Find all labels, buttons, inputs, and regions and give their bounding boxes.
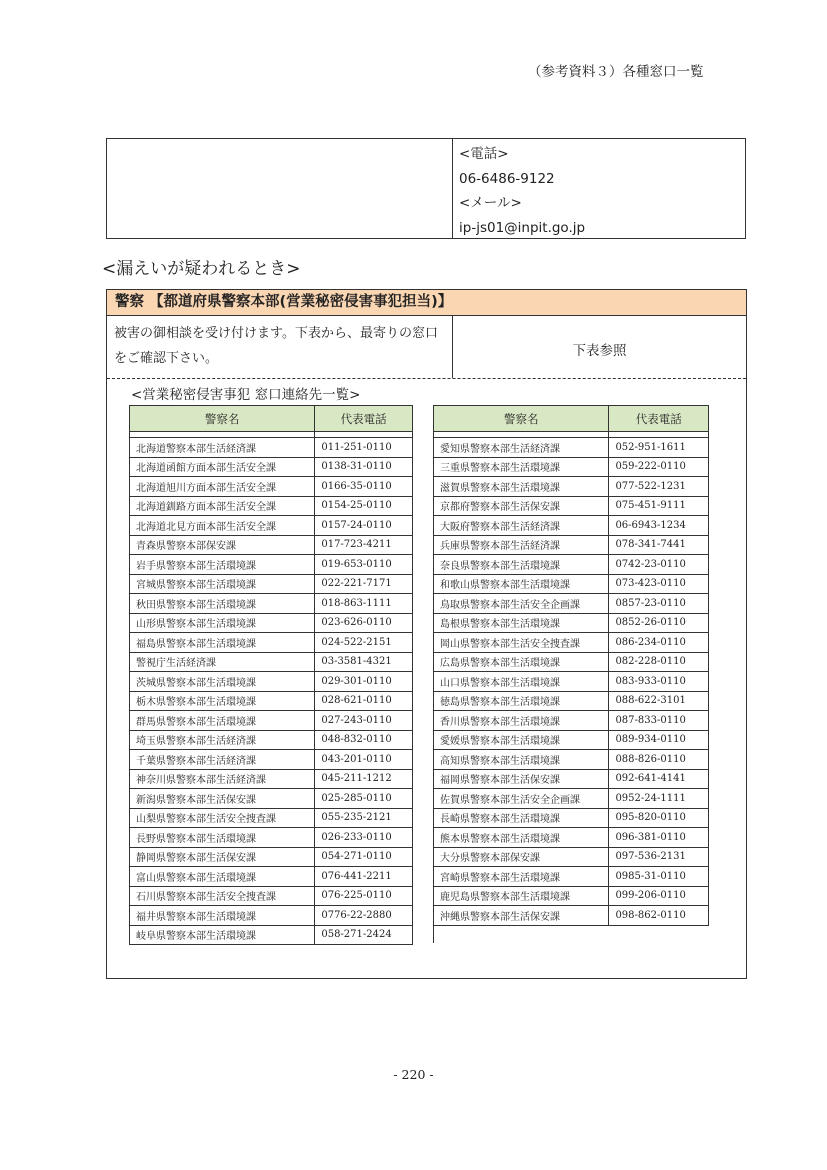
table-row — [130, 457, 413, 477]
table-row — [130, 633, 413, 653]
police-name-cell: 滋賀県警察本部生活環境課 — [434, 477, 609, 497]
police-name-cell: 新潟県警察本部生活保安課 — [130, 789, 315, 809]
police-name-cell: 福井県警察本部生活環境課 — [130, 906, 315, 926]
dashed-separator — [107, 378, 746, 379]
table-row — [130, 847, 413, 867]
police-name-cell: 愛知県警察本部生活経済課 — [434, 438, 609, 458]
phone-number: 06-6486-9122 — [459, 170, 555, 187]
police-name-cell: 福島県警察本部生活環境課 — [130, 633, 315, 653]
police-name-cell: 富山県警察本部生活環境課 — [130, 867, 315, 887]
col-header-phone: 代表電話 — [315, 406, 413, 432]
table-row — [434, 594, 709, 614]
table-row — [434, 789, 709, 809]
police-name-cell: 石川県警察本部生活安全捜査課 — [130, 886, 315, 906]
phone-cell: 092-641-4141 — [609, 769, 709, 789]
contact-box-divider — [452, 139, 453, 238]
table-row — [130, 828, 413, 848]
table-row — [434, 730, 709, 750]
table-row — [434, 808, 709, 828]
table-row — [434, 711, 709, 731]
police-name-cell: 岡山県警察本部生活安全捜査課 — [434, 633, 609, 653]
table-row — [434, 555, 709, 575]
phone-cell: 0157-24-0110 — [315, 516, 413, 536]
table-row — [434, 613, 709, 633]
phone-cell: 028-621-0110 — [315, 691, 413, 711]
police-name-cell: 千葉県警察本部生活経済課 — [130, 750, 315, 770]
police-name-cell: 大分県警察本部保安課 — [434, 847, 609, 867]
police-name-cell: 栃木県警察本部生活環境課 — [130, 691, 315, 711]
phone-cell: 088-622-3101 — [609, 691, 709, 711]
table-row — [434, 633, 709, 653]
police-name-cell: 北海道旭川方面本部生活安全課 — [130, 477, 315, 497]
table-row — [130, 925, 413, 945]
table-row — [130, 691, 413, 711]
table-row — [130, 906, 413, 926]
phone-cell: 026-233-0110 — [315, 828, 413, 848]
police-name-cell: 鹿児島県警察本部生活環境課 — [434, 886, 609, 906]
phone-cell: 082-228-0110 — [609, 652, 709, 672]
phone-cell: 017-723-4211 — [315, 535, 413, 555]
police-name-cell: 佐賀県警察本部生活安全企画課 — [434, 789, 609, 809]
table-row — [434, 438, 709, 458]
col-header-name: 警察名 — [130, 406, 315, 432]
phone-cell: 077-522-1231 — [609, 477, 709, 497]
phone-cell: 06-6943-1234 — [609, 516, 709, 536]
phone-cell: 083-933-0110 — [609, 672, 709, 692]
phone-cell: 097-536-2131 — [609, 847, 709, 867]
police-name-cell: 北海道警察本部生活経済課 — [130, 438, 315, 458]
police-name-cell: 神奈川県警察本部生活経済課 — [130, 769, 315, 789]
phone-cell: 048-832-0110 — [315, 730, 413, 750]
table-row — [130, 535, 413, 555]
police-name-cell: 宮城県警察本部生活環境課 — [130, 574, 315, 594]
phone-cell: 076-441-2211 — [315, 867, 413, 887]
table-row — [434, 750, 709, 770]
consult-text: 被害の御相談を受け付けます。下表から、最寄りの窓口をご確認下さい。 — [114, 326, 438, 366]
phone-cell: 0852-26-0110 — [609, 613, 709, 633]
police-name-cell: 岐阜県警察本部生活環境課 — [130, 925, 315, 945]
table-row — [434, 867, 709, 887]
phone-cell: 043-201-0110 — [315, 750, 413, 770]
table-row — [130, 574, 413, 594]
police-name-cell: 長崎県警察本部生活環境課 — [434, 808, 609, 828]
police-name-cell: 島根県警察本部生活環境課 — [434, 613, 609, 633]
table-row — [130, 730, 413, 750]
table-row — [130, 672, 413, 692]
table-row — [130, 789, 413, 809]
table-row — [434, 691, 709, 711]
phone-cell: 0742-23-0110 — [609, 555, 709, 575]
phone-cell: 022-221-7171 — [315, 574, 413, 594]
phone-cell: 0952-24-1111 — [609, 789, 709, 809]
email-address[interactable]: ip-js01@inpit.go.jp — [459, 219, 586, 236]
police-name-cell: 沖縄県警察本部生活保安課 — [434, 906, 609, 926]
police-name-cell: 香川県警察本部生活環境課 — [434, 711, 609, 731]
police-table-right — [433, 405, 709, 926]
police-name-cell: 北海道北見方面本部生活安全課 — [130, 516, 315, 536]
phone-cell: 03-3581-4321 — [315, 652, 413, 672]
police-title: 警察 【都道府県警察本部(営業秘密侵害事犯担当)】 — [107, 290, 746, 316]
police-name-cell: 茨城県警察本部生活環境課 — [130, 672, 315, 692]
contact-box — [106, 138, 746, 239]
phone-cell: 087-833-0110 — [609, 711, 709, 731]
table-row — [130, 750, 413, 770]
table-row — [434, 906, 709, 926]
table-row — [130, 711, 413, 731]
phone-cell: 099-206-0110 — [609, 886, 709, 906]
police-name-cell: 山梨県警察本部生活安全捜査課 — [130, 808, 315, 828]
list-title: <営業秘密侵害事犯 窓口連絡先一覧> — [131, 387, 361, 403]
police-name-cell: 大阪府警察本部生活経済課 — [434, 516, 609, 536]
police-name-cell: 群馬県警察本部生活環境課 — [130, 711, 315, 731]
phone-cell: 0138-31-0110 — [315, 457, 413, 477]
reference-header: （参考資料３）各種窓口一覧 — [528, 64, 704, 80]
phone-label: <電話> — [459, 146, 509, 162]
right-table-tail-line — [433, 923, 434, 943]
phone-cell: 011-251-0110 — [315, 438, 413, 458]
police-name-cell: 静岡県警察本部生活保安課 — [130, 847, 315, 867]
phone-cell: 078-341-7441 — [609, 535, 709, 555]
police-name-cell: 鳥取県警察本部生活安全企画課 — [434, 594, 609, 614]
police-name-cell: 警視庁生活経済課 — [130, 652, 315, 672]
police-name-cell: 三重県警察本部生活環境課 — [434, 457, 609, 477]
col-header-phone: 代表電話 — [609, 406, 709, 432]
table-row — [434, 652, 709, 672]
phone-cell: 059-222-0110 — [609, 457, 709, 477]
phone-cell: 027-243-0110 — [315, 711, 413, 731]
phone-cell: 089-934-0110 — [609, 730, 709, 750]
phone-cell: 052-951-1611 — [609, 438, 709, 458]
police-name-cell: 高知県警察本部生活環境課 — [434, 750, 609, 770]
phone-cell: 098-862-0110 — [609, 906, 709, 926]
phone-cell: 023-626-0110 — [315, 613, 413, 633]
table-row — [130, 477, 413, 497]
phone-cell: 029-301-0110 — [315, 672, 413, 692]
phone-cell: 075-451-9111 — [609, 496, 709, 516]
table-row — [434, 496, 709, 516]
table-row — [434, 847, 709, 867]
table-row — [434, 672, 709, 692]
police-name-cell: 熊本県警察本部生活環境課 — [434, 828, 609, 848]
phone-cell: 088-826-0110 — [609, 750, 709, 770]
phone-cell: 025-285-0110 — [315, 789, 413, 809]
phone-cell: 058-271-2424 — [315, 925, 413, 945]
phone-cell: 055-235-2121 — [315, 808, 413, 828]
police-name-cell: 埼玉県警察本部生活経済課 — [130, 730, 315, 750]
table-row — [130, 438, 413, 458]
table-row — [434, 828, 709, 848]
police-name-cell: 徳島県警察本部生活環境課 — [434, 691, 609, 711]
table-row — [434, 516, 709, 536]
table-row — [130, 652, 413, 672]
col-header-name: 警察名 — [434, 406, 609, 432]
table-row — [130, 886, 413, 906]
contact-details — [459, 142, 585, 240]
police-name-cell: 山口県警察本部生活環境課 — [434, 672, 609, 692]
police-name-cell: 秋田県警察本部生活環境課 — [130, 594, 315, 614]
phone-cell: 0166-35-0110 — [315, 477, 413, 497]
police-name-cell: 長野県警察本部生活環境課 — [130, 828, 315, 848]
see-below-text: 下表参照 — [572, 343, 627, 359]
phone-cell: 024-522-2151 — [315, 633, 413, 653]
table-row — [130, 516, 413, 536]
table-row — [434, 477, 709, 497]
phone-cell: 0776-22-2880 — [315, 906, 413, 926]
table-row — [434, 574, 709, 594]
phone-cell: 095-820-0110 — [609, 808, 709, 828]
police-name-cell: 青森県警察本部保安課 — [130, 535, 315, 555]
police-section — [106, 289, 747, 979]
police-table-right-body — [434, 432, 709, 926]
phone-cell: 073-423-0110 — [609, 574, 709, 594]
police-name-cell: 北海道釧路方面本部生活安全課 — [130, 496, 315, 516]
phone-cell: 076-225-0110 — [315, 886, 413, 906]
table-row — [130, 808, 413, 828]
mail-label: <メール> — [459, 195, 522, 211]
police-name-cell: 兵庫県警察本部生活経済課 — [434, 535, 609, 555]
table-row — [130, 496, 413, 516]
table-row — [130, 613, 413, 633]
table-row — [434, 457, 709, 477]
table-row — [434, 769, 709, 789]
police-name-cell: 山形県警察本部生活環境課 — [130, 613, 315, 633]
table-row — [130, 867, 413, 887]
police-name-cell: 京都府警察本部生活保安課 — [434, 496, 609, 516]
table-row — [130, 769, 413, 789]
phone-cell: 019-653-0110 — [315, 555, 413, 575]
police-name-cell: 広島県警察本部生活環境課 — [434, 652, 609, 672]
phone-cell: 0857-23-0110 — [609, 594, 709, 614]
phone-cell: 018-863-1111 — [315, 594, 413, 614]
table-row — [130, 594, 413, 614]
police-name-cell: 愛媛県警察本部生活環境課 — [434, 730, 609, 750]
phone-cell: 0154-25-0110 — [315, 496, 413, 516]
police-name-cell: 奈良県警察本部生活環境課 — [434, 555, 609, 575]
police-name-cell: 岩手県警察本部生活環境課 — [130, 555, 315, 575]
phone-cell: 096-381-0110 — [609, 828, 709, 848]
phone-cell: 086-234-0110 — [609, 633, 709, 653]
phone-cell: 045-211-1212 — [315, 769, 413, 789]
table-row — [434, 886, 709, 906]
police-table-left-body — [130, 432, 413, 945]
phone-cell: 0985-31-0110 — [609, 867, 709, 887]
page-number: - 220 - — [393, 1067, 434, 1082]
leak-heading: <漏えいが疑われるとき> — [102, 259, 301, 279]
phone-cell: 054-271-0110 — [315, 847, 413, 867]
table-row — [434, 535, 709, 555]
police-name-cell: 福岡県警察本部生活保安課 — [434, 769, 609, 789]
police-name-cell: 和歌山県警察本部生活環境課 — [434, 574, 609, 594]
police-table-left — [129, 405, 413, 945]
police-name-cell: 宮崎県警察本部生活環境課 — [434, 867, 609, 887]
table-row — [130, 555, 413, 575]
police-name-cell: 北海道函館方面本部生活安全課 — [130, 457, 315, 477]
